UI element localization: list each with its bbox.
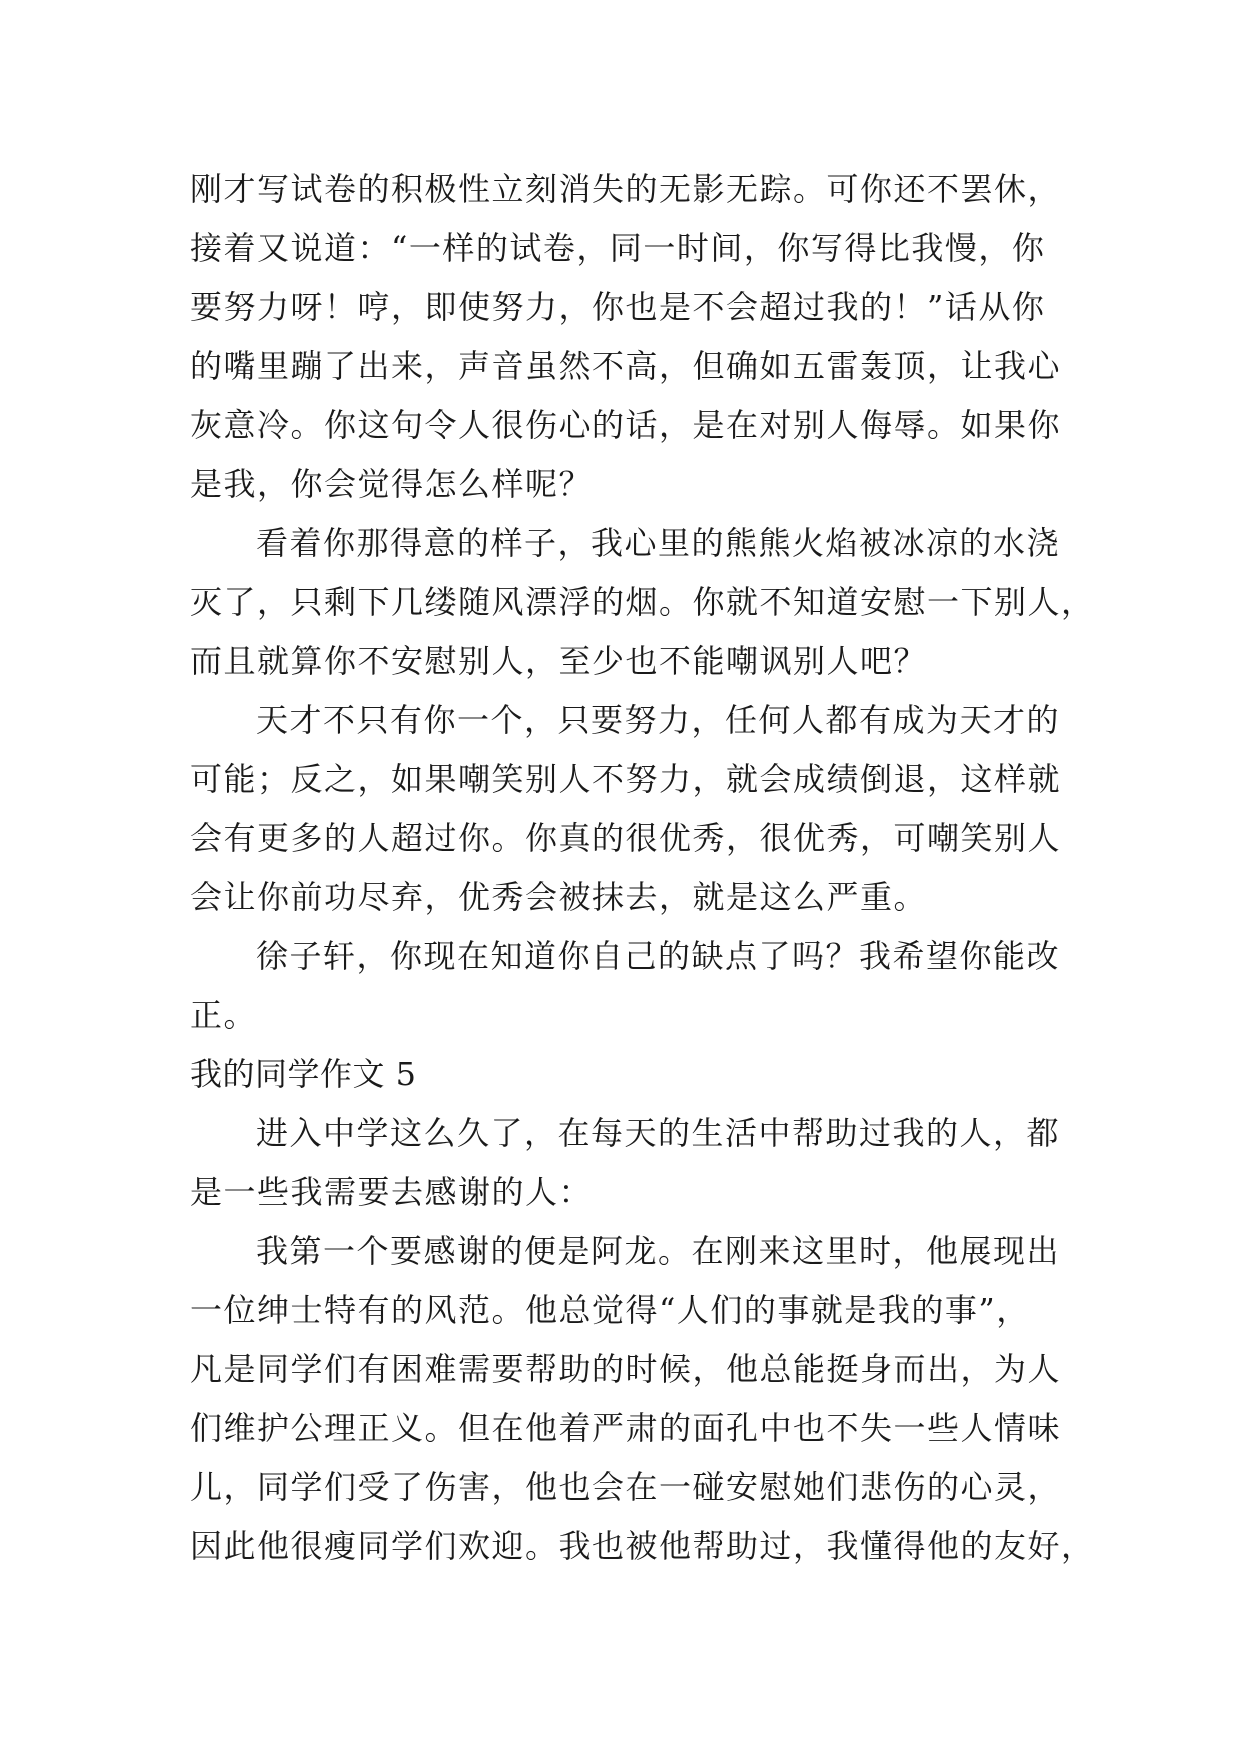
text-line: 灰意冷。你这句令人很伤心的话，是在对别人侮辱。如果你 (190, 406, 1062, 444)
text-line: 徐子轩，你现在知道你自己的缺点了吗？我希望你能改 (256, 937, 1061, 975)
text-line: 会让你前功尽弃，优秀会被抹去，就是这么严重。 (190, 878, 928, 916)
text-line: 要努力呀！哼，即使努力，你也是不会超过我的！”话从你 (190, 288, 1046, 326)
text-line: 可能；反之，如果嘲笑别人不努力，就会成绩倒退，这样就 (190, 760, 1062, 798)
text-line: 一位绅士特有的风范。他总觉得“人们的事就是我的事”， (190, 1291, 1030, 1329)
text-line: 刚才写试卷的积极性立刻消失的无影无踪。可你还不罢休， (190, 170, 1062, 208)
text-line: 是我，你会觉得怎么样呢？ (190, 465, 593, 503)
section-heading: 我的同学作文 5 (190, 1055, 417, 1093)
text-line: 天才不只有你一个，只要努力，任何人都有成为天才的 (256, 701, 1061, 739)
text-line: 看着你那得意的样子，我心里的熊熊火焰被冰凉的水浇 (256, 524, 1061, 562)
text-line: 接着又说道：“一样的试卷，同一时间，你写得比我慢，你 (190, 229, 1046, 267)
text-line: 而且就算你不安慰别人，至少也不能嘲讽别人吧？ (190, 642, 928, 680)
text-line: 是一些我需要去感谢的人： (190, 1173, 593, 1211)
text-line: 进入中学这么久了，在每天的生活中帮助过我的人，都 (256, 1114, 1061, 1152)
text-line: 正。 (190, 996, 258, 1034)
text-line: 因此他很瘦同学们欢迎。我也被他帮助过，我懂得他的友好， (190, 1527, 1095, 1565)
text-line: 我第一个要感谢的便是阿龙。在刚来这里时，他展现出 (256, 1232, 1061, 1270)
text-line: 凡是同学们有困难需要帮助的时候，他总能挺身而出，为人 (190, 1350, 1062, 1388)
text-line: 灭了，只剩下几缕随风漂浮的烟。你就不知道安慰一下别人， (190, 583, 1095, 621)
text-line: 们维护公理正义。但在他着严肃的面孔中也不失一些人情味 (190, 1409, 1062, 1447)
text-line: 儿，同学们受了伤害，他也会在一碰安慰她们悲伤的心灵， (190, 1468, 1062, 1506)
essay-body (190, 160, 1095, 1576)
text-line: 的嘴里蹦了出来，声音虽然不高，但确如五雷轰顶，让我心 (190, 347, 1062, 385)
text-line: 会有更多的人超过你。你真的很优秀，很优秀，可嘲笑别人 (190, 819, 1062, 857)
